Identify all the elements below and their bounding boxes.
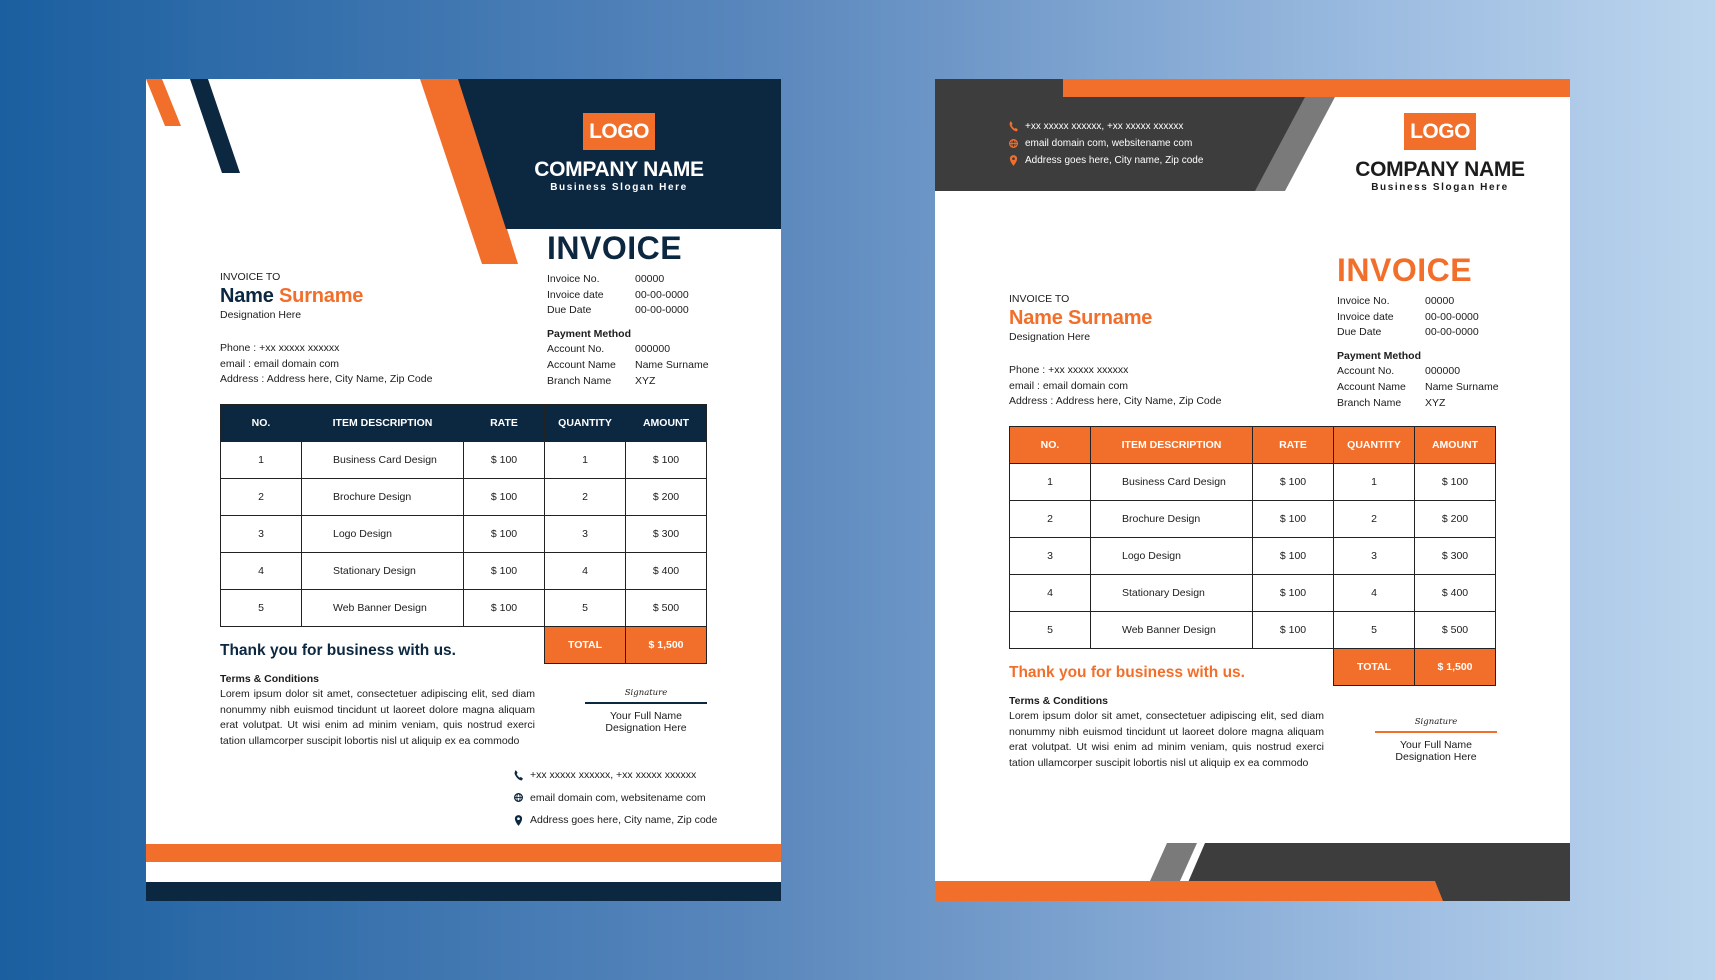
invoice-page-right (935, 79, 1570, 901)
table-row: 2 Brochure Design $ 100 2 $ 200 (221, 479, 707, 516)
table-row: 3 Logo Design $ 100 3 $ 300 (1010, 538, 1496, 575)
client-designation: Designation Here (1009, 331, 1091, 343)
table-row: 2 Brochure Design $ 100 2 $ 200 (1010, 501, 1496, 538)
thank-you-note: Thank you for business with us. (220, 642, 456, 659)
company-slogan: Business Slogan Here (550, 182, 688, 193)
table-row: 1 Business Card Design $ 100 1 $ 100 (221, 442, 707, 479)
table-row: 4 Stationary Design $ 100 4 $ 400 (1010, 575, 1496, 612)
logo-text: LOGO (589, 120, 649, 143)
terms-body: Lorem ipsum dolor sit amet, consectetuer adipiscing elit, sed diam nonummy nibh euismod tincidunt ut laoreet dolore magna aliquam erat volutpat. Ut wisi enim ad minim veniam, quis nostrud exerci tation ullamcorper suscipit lobortis nisl ut aliquip ex ea commodo (1009, 710, 1324, 769)
col-header-no: NO. (221, 405, 302, 442)
signature-line (585, 702, 707, 704)
signature-block (585, 688, 707, 734)
items-table (220, 404, 707, 664)
signature-block (1375, 717, 1497, 763)
client-address: Address : Address here, City Name, Zip Code (1009, 395, 1222, 408)
location-pin-icon (1009, 155, 1018, 166)
invoice-meta (547, 272, 709, 389)
bill-to-block (1009, 293, 1221, 410)
meta-row: Invoice date 00-00-0000 (1337, 310, 1479, 323)
footer-navy-stripe (146, 882, 781, 901)
items-table (1009, 426, 1496, 686)
company-name: COMPANY NAME (534, 158, 704, 181)
logo-box (1404, 113, 1476, 150)
payment-row: Branch Name XYZ (547, 374, 656, 387)
invoice-page-left (146, 79, 781, 901)
total-label: TOTAL (545, 627, 626, 664)
client-contact (1009, 363, 1221, 410)
payment-row: Account Name Name Surname (547, 358, 709, 371)
globe-icon (514, 792, 523, 803)
footer-address-row: Address goes here, City name, Zip code (514, 809, 717, 832)
col-header-description: ITEM DESCRIPTION (302, 405, 464, 442)
terms-title: Terms & Conditions (1009, 695, 1108, 707)
invoice-to-label: INVOICE TO (220, 271, 281, 283)
table-row: 5 Web Banner Design $ 100 5 $ 500 (1010, 612, 1496, 649)
table-header-row (1010, 427, 1496, 464)
client-phone: Phone : +xx xxxxx xxxxxx (1009, 364, 1129, 376)
top-left-orange-stripe (146, 79, 181, 126)
table-row: 5 Web Banner Design $ 100 5 $ 500 (221, 590, 707, 627)
terms-block (220, 673, 535, 749)
total-value: $ 1,500 (1415, 649, 1496, 686)
signer-designation: Designation Here (605, 722, 687, 734)
client-address: Address : Address here, City Name, Zip Code (220, 373, 433, 386)
meta-row: Invoice No. 00000 (1337, 295, 1455, 307)
globe-icon (1009, 138, 1018, 149)
signature-script: Signature (624, 688, 668, 698)
payment-row: Account No. 000000 (547, 343, 671, 356)
client-phone: Phone : +xx xxxxx xxxxxx (220, 342, 340, 354)
thank-you-note: Thank you for business with us. (1009, 664, 1245, 681)
footer-orange-stripe (146, 844, 781, 862)
col-header-description: ITEM DESCRIPTION (1091, 427, 1253, 464)
client-email: email : email domain com (1009, 379, 1129, 392)
terms-block (1009, 695, 1324, 771)
payment-method-label: Payment Method (1337, 349, 1422, 362)
col-header-rate: RATE (464, 405, 545, 442)
payment-row: Account No. 000000 (1337, 365, 1461, 378)
table-header-row (221, 405, 707, 442)
location-pin-icon (514, 815, 523, 826)
header-address-row: Address goes here, City name, Zip code (1009, 152, 1203, 169)
payment-row: Branch Name XYZ (1337, 396, 1446, 409)
client-name (220, 285, 432, 308)
header-contact (1009, 118, 1203, 169)
client-name: Name Surname (1009, 307, 1153, 329)
header-phone-row: +xx xxxxx xxxxxx, +xx xxxxx xxxxxx (1009, 118, 1203, 135)
col-header-quantity: QUANTITY (1334, 427, 1415, 464)
client-first-name: Name (220, 285, 274, 307)
total-value: $ 1,500 (626, 627, 707, 664)
footer-email-row: email domain com, websitename com (514, 787, 717, 810)
phone-icon (514, 770, 523, 781)
signer-name: Your Full Name (610, 710, 682, 722)
meta-row: Invoice date 00-00-0000 (547, 288, 689, 301)
footer-gray-stripe (1150, 843, 1197, 881)
signature-line (1375, 731, 1497, 733)
header-email-row: email domain com, websitename com (1009, 135, 1203, 152)
client-last-name: Surname (279, 285, 364, 307)
client-email: email : email domain com (220, 357, 340, 370)
terms-body: Lorem ipsum dolor sit amet, consectetuer adipiscing elit, sed diam nonummy nibh euismod tincidunt ut laoreet dolore magna aliquam erat volutpat. Ut wisi enim ad minim veniam, quis nostrud exerci tation ullamcorper suscipit lobortis nisl ut aliquip ex ea commodo (220, 688, 535, 747)
bill-to-block (220, 271, 432, 388)
payment-row: Account Name Name Surname (1337, 380, 1499, 393)
phone-icon (1009, 121, 1018, 132)
col-header-no: NO. (1010, 427, 1091, 464)
col-header-amount: AMOUNT (1415, 427, 1496, 464)
invoice-meta (1337, 294, 1499, 411)
signer-name: Your Full Name (1400, 739, 1472, 751)
signer-designation: Designation Here (1395, 751, 1477, 763)
client-designation: Designation Here (220, 309, 302, 321)
table-row: 3 Logo Design $ 100 3 $ 300 (221, 516, 707, 553)
total-label: TOTAL (1334, 649, 1415, 686)
footer-phone-row: +xx xxxxx xxxxxx, +xx xxxxx xxxxxx (514, 764, 717, 787)
invoice-to-label: INVOICE TO (1009, 293, 1070, 305)
meta-row: Due Date 00-00-0000 (547, 304, 689, 317)
client-contact (220, 341, 432, 388)
signature-script: Signature (1414, 717, 1458, 727)
invoice-title: INVOICE (1337, 252, 1473, 288)
table-row: 1 Business Card Design $ 100 1 $ 100 (1010, 464, 1496, 501)
top-orange-bar (1063, 79, 1570, 97)
payment-method-label: Payment Method (547, 327, 632, 340)
company-name: COMPANY NAME (1355, 158, 1525, 181)
header-navy-block (458, 79, 781, 229)
col-header-rate: RATE (1253, 427, 1334, 464)
meta-row: Invoice No. 00000 (547, 273, 665, 285)
meta-row: Due Date 00-00-0000 (1337, 326, 1479, 339)
top-left-navy-stripe (190, 79, 240, 173)
company-slogan: Business Slogan Here (1371, 182, 1509, 193)
col-header-amount: AMOUNT (626, 405, 707, 442)
logo-text: LOGO (1410, 120, 1470, 143)
logo-box (583, 113, 655, 150)
invoice-title: INVOICE (547, 230, 683, 266)
footer-contact (514, 764, 717, 832)
terms-title: Terms & Conditions (220, 673, 319, 685)
footer-orange-bar (935, 881, 1443, 901)
col-header-quantity: QUANTITY (545, 405, 626, 442)
table-row: 4 Stationary Design $ 100 4 $ 400 (221, 553, 707, 590)
footer-decoration (935, 843, 1570, 901)
